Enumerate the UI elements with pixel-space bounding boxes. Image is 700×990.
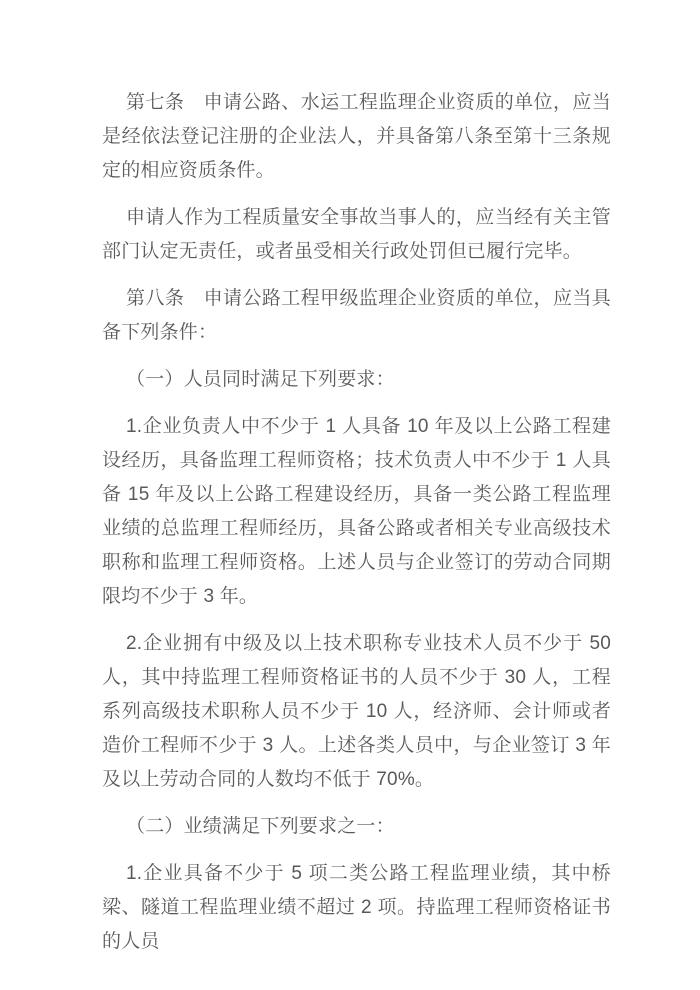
paragraph-performance-requirement-1: 1.企业具备不少于 5 项二类公路工程监理业绩，其中桥梁、隧道工程监理业绩不超过 2 项。持监理工程师资格证书的人员 — [102, 863, 611, 952]
paragraph-personnel-requirement-2: 2.企业拥有中级及以上技术职称专业技术人员不少于 50 人，其中持监理工程师资格证书的人员不少于 30 人，工程系列高级技术职称人员不少于 10 人，经济师、会计师或者造价工程师不少于 3 人。上述各类人员中，与企业签订 3 年及以上劳动合同的人数均不低于 70%。 — [102, 633, 611, 790]
paragraph-article-8: 第八条 申请公路工程甲级监理企业资质的单位，应当具备下列条件： — [102, 288, 611, 343]
paragraph-item-2-heading: （二）业绩满足下列要求之一： — [126, 816, 395, 837]
paragraph-article-7: 第七条 申请公路、水运工程监理企业资质的单位，应当是经依法登记注册的企业法人，并具备第八条至第十三条规定的相应资质条件。 — [102, 92, 611, 181]
paragraph-personnel-requirement-1: 1.企业负责人中不少于 1 人具备 10 年及以上公路工程建设经历，具备监理工程师资格；技术负责人中不少于 1 人具备 15 年及以上公路工程建设经历，具备一类公路工程监理业绩的总监理工程师经历，具备公路或者相关专业高级技术职称和监理工程师资格。上述人员与企业签订的劳动合同期限均不少于 3 年。 — [102, 416, 611, 607]
paragraph-item-1-heading: （一）人员同时满足下列要求： — [126, 369, 395, 390]
paragraph-applicant-accident-clause: 申请人作为工程质量安全事故当事人的，应当经有关主管部门认定无责任，或者虽受相关行政处罚但已履行完毕。 — [102, 207, 611, 262]
